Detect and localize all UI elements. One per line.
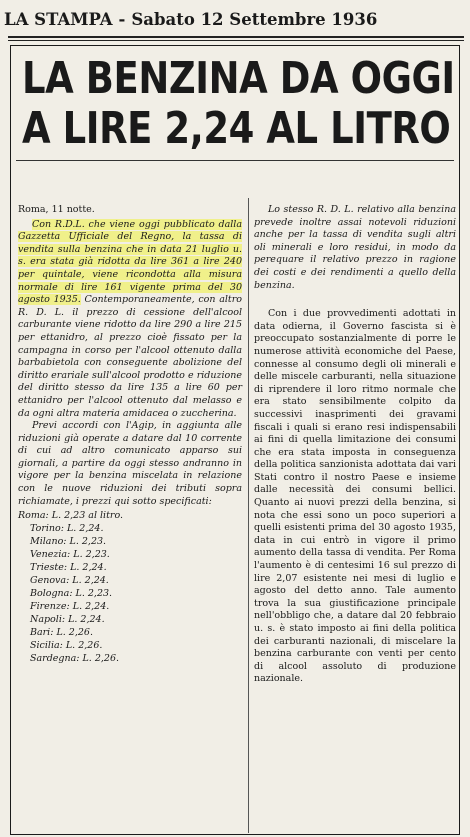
right-column xyxy=(254,204,456,686)
masthead-rule-thin xyxy=(8,40,464,41)
masthead-separator: - xyxy=(118,9,126,29)
masthead-rule xyxy=(8,36,464,38)
masthead xyxy=(4,4,466,34)
price-napoli: Napoli: L. 2,24. xyxy=(30,614,105,626)
column-divider xyxy=(248,198,249,833)
headline xyxy=(22,53,455,154)
price-trieste: Trieste: L. 2,24. xyxy=(30,562,107,574)
right-paragraph-2: Con i due provvedimenti adottati in data odierna, il Governo fascista si è preoccupato sostanzialmente di porre le numerose attività economiche del Paese, connesse al consumo degli oli minerali e delle miscele carburanti, nella situazione di riprendere il loro ritmo normale che era stato sensibilmente colpito da successivi inasprimenti dei gravami fiscali i quali si erano resi indispensabili ai fini di quella limitazione dei consumi che era stata imposta in conseguenza della politica sanzionista adottata dai vari Stati contro il nostro Paese e insieme dalle necessità dei consumi bellici. Quanto ai nuovi prezzi della benzina, si nota che essi sono un poco superiori a quelli esistenti prima del 30 agosto 1935, data in cui entrò in vigore il primo aumento della tassa di vendita. Per Roma l'aumento è di centesimi 16 sul prezzo di lire 2,07 esistente nei mesi di luglio e agosto del detto anno. Tale aumento trova la sua giustificazione principale nell'obbligo che, a datare dal 20 febbraio u. s. è stato imposto ai fini della politica dei carburanti nazionali, di miscelare la benzina carburante con venti per cento di alcool assoluto di produzione nazionale. xyxy=(254,308,456,685)
price-firenze: Firenze: L. 2,24. xyxy=(30,601,110,613)
price-torino: Torino: L. 2,24. xyxy=(30,523,104,535)
headline-line-2: A LIRE 2,24 AL LITRO xyxy=(22,103,451,154)
headline-rule xyxy=(16,160,454,161)
price-roma: Roma: L. 2,23 al litro. xyxy=(18,510,124,522)
issue-date: Sabato 12 Settembre 1936 xyxy=(131,9,378,29)
price-milano: Milano: L. 2,23. xyxy=(30,536,107,548)
price-bari: Bari: L. 2,26. xyxy=(30,627,93,639)
dateline: Roma, 11 notte. xyxy=(18,204,95,215)
left-column xyxy=(18,204,242,665)
paragraph-2: Previ accordi con l'Agip, in aggiunta alle riduzioni già operate a datare dal 10 corrente di cui ad altro comunicato apparso sui giornali, a partire da oggi stesso andranno in vigore per la benzina miscelata in relazione con le nuove riduzioni dei tributi sopra richiamate, i prezzi qui sotto specificati: xyxy=(18,420,242,507)
price-list xyxy=(18,509,242,665)
headline-line-1: LA BENZINA DA OGGI xyxy=(22,53,455,104)
price-sardegna: Sardegna: L. 2,26. xyxy=(30,653,120,665)
price-sicilia: Sicilia: L. 2,26. xyxy=(30,640,103,652)
newspaper-name: LA STAMPA xyxy=(4,9,113,29)
paragraph-1-rest: Contemporaneamente, con altro R. D. L. il prezzo di cessione dell'alcool carburante viene ridotto da lire 290 a lire 215 per ettanidro, al prezzo cioè fissato per la campagna in corso per l'alcool ottenuto dalla barbabietola con conseguente abolizione del diritto erariale sull'alcool prodotto e riduzione del diritto stesso da lire 135 a lire 60 per ettanidro per l'alcool ottenuto dal melasso e da ogni altra materia amidacea o zuccherina. xyxy=(18,294,242,419)
right-paragraph-1: Lo stesso R. D. L. relativo alla benzina prevede inoltre assai notevoli riduzioni anche per la tassa di vendita sugli altri oli minerali e loro residui, in modo da perequare il relativo prezzo in ragione dei costi e dei rendimenti a quello della benzina. xyxy=(254,204,456,291)
price-bologna: Bologna: L. 2,23. xyxy=(30,588,113,600)
price-venezia: Venezia: L. 2,23. xyxy=(30,549,110,561)
highlighted-passage: Con R.D.L. che viene oggi pubblicato dalla Gazzetta Ufficiale del Regno, la tassa di vendita sulla benzina che in data 21 luglio u. s. era stata già ridotta da lire 361 a lire 240 per quintale, viene ricondotta alla misura normale di lire 161 vigente prima del 30 agosto 1935. xyxy=(18,218,242,306)
price-genova: Genova: L. 2,24. xyxy=(30,575,109,587)
